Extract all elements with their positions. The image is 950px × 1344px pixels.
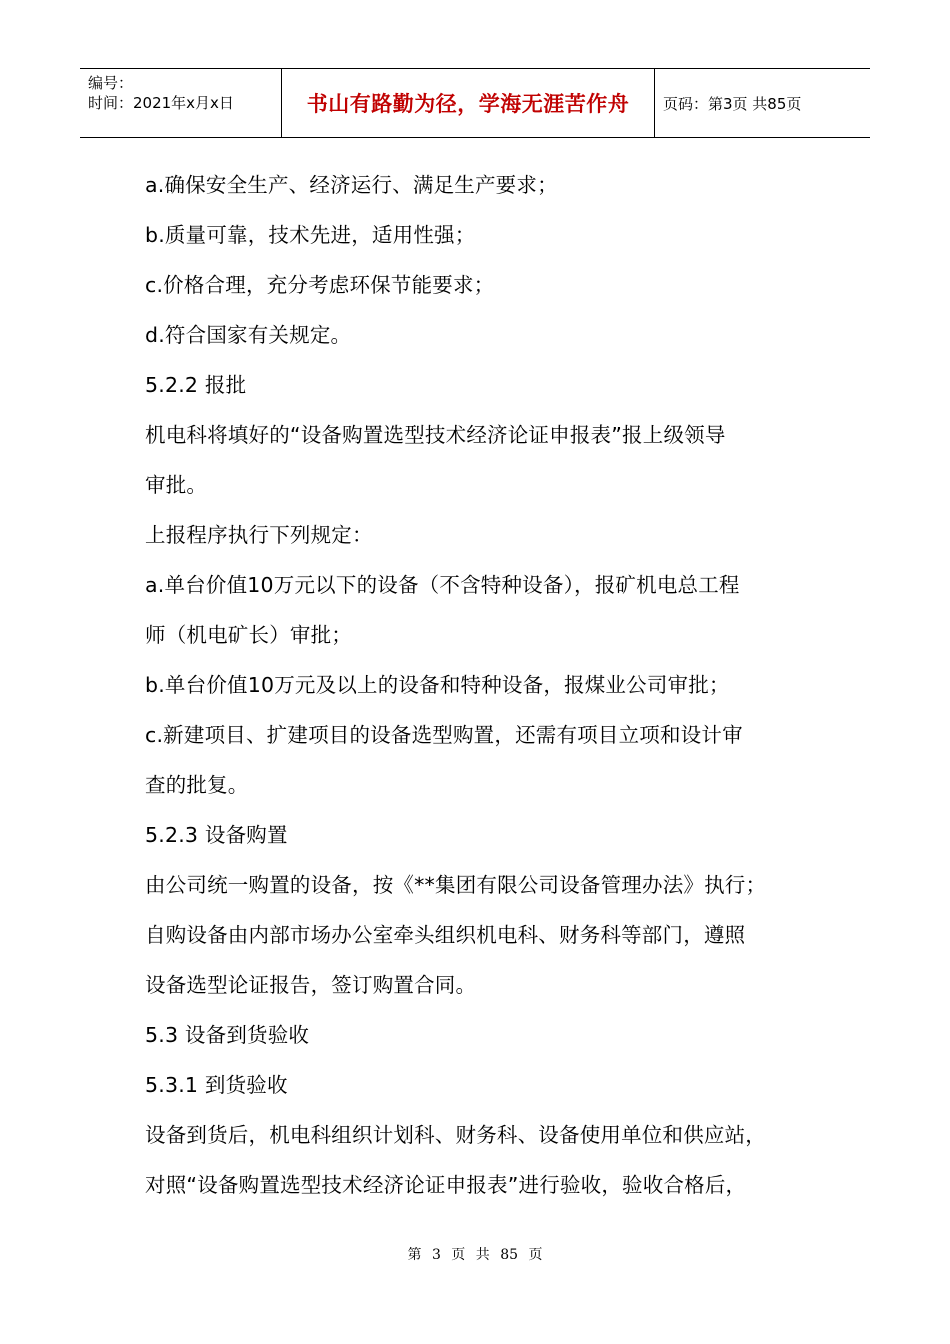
section-heading: 5.2.2 报批 <box>145 373 247 397</box>
body-line: 上报程序执行下列规定： <box>145 523 373 547</box>
header-divider <box>654 69 655 137</box>
body-line: 设备选型论证报告，签订购置合同。 <box>145 973 477 997</box>
body-line: c.价格合理，充分考虑环保节能要求； <box>145 273 495 297</box>
section-heading: 5.3.1 到货验收 <box>145 1073 288 1097</box>
body-line: 师（机电矿长）审批； <box>145 623 352 647</box>
document-date: 时间：2021年x月x日 <box>88 94 234 112</box>
body-line: 由公司统一购置的设备，按《**集团有限公司设备管理办法》执行； <box>145 873 767 897</box>
header-motto: 书山有路勤为径，学海无涯苦作舟 <box>306 92 630 116</box>
body-line: c.新建项目、扩建项目的设备选型购置，还需有项目立项和设计审 <box>145 723 743 747</box>
body-line: 设备到货后，机电科组织计划科、财务科、设备使用单位和供应站， <box>145 1123 766 1147</box>
section-heading: 5.2.3 设备购置 <box>145 823 288 847</box>
page-header <box>80 68 870 138</box>
body-line: b.质量可靠，技术先进，适用性强； <box>145 223 476 247</box>
section-heading: 5.3 设备到货验收 <box>145 1023 310 1047</box>
body-line: 对照“设备购置选型技术经济论证申报表”进行验收，验收合格后， <box>145 1173 747 1197</box>
header-meta <box>88 73 278 113</box>
body-line: 查的批复。 <box>145 773 249 797</box>
body-line: 机电科将填好的“设备购置选型技术经济论证申报表”报上级领导 <box>145 423 726 447</box>
body-line: b.单台价值10万元及以上的设备和特种设备，报煤业公司审批； <box>145 673 730 697</box>
body-line: 审批。 <box>145 473 208 497</box>
document-number-label: 编号： <box>88 74 134 92</box>
body-line: 自购设备由内部市场办公室牵头组织机电科、财务科等部门，遵照 <box>145 923 746 947</box>
body-line: d.符合国家有关规定。 <box>145 323 352 347</box>
body-line: a.单台价值10万元以下的设备（不含特种设备），报矿机电总工程 <box>145 573 740 597</box>
body-line: a.确保安全生产、经济运行、满足生产要求； <box>145 173 558 197</box>
header-page-info: 页码：第3页 共85页 <box>663 94 802 113</box>
document-body <box>145 160 825 1210</box>
page-footer: 第 3 页 共 85 页 <box>407 1247 543 1263</box>
